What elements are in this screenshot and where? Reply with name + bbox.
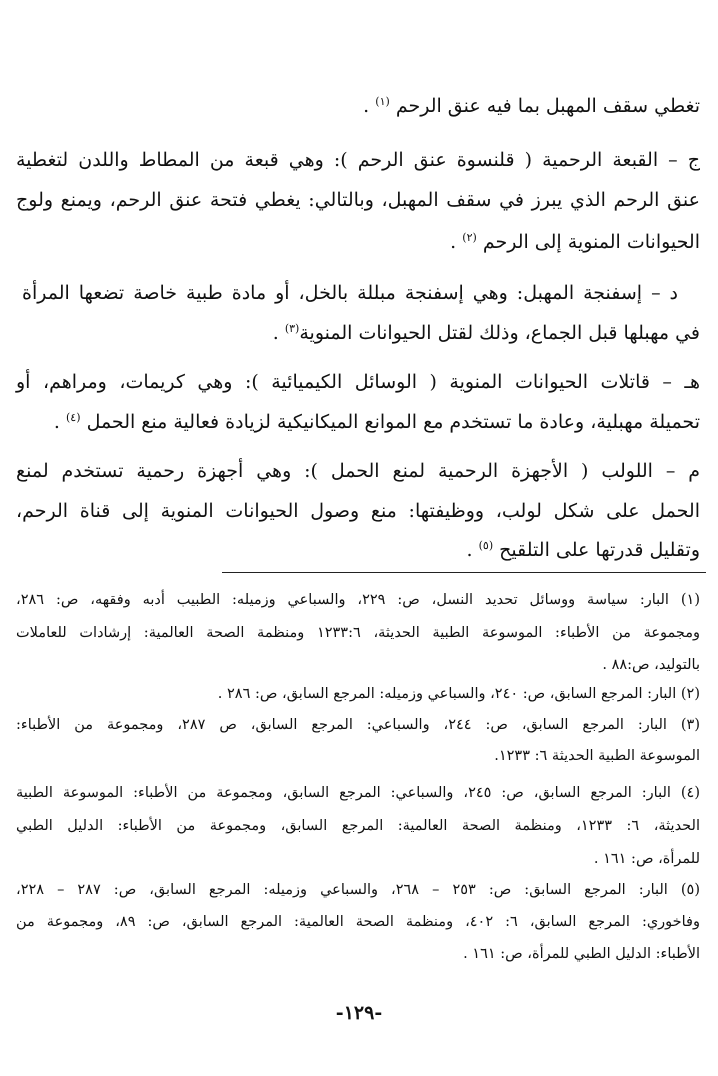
body-line-5: د – إسفنجة المهبل: وهي إسفنجة مبللة بالخل، أو مادة طبية خاصة تضعها المرأة [22, 282, 678, 304]
body-line-10: الحمل على شكل لولب، ووظيفتها: منع وصول الحيوانات المنوية إلى قناة الرحم، [16, 500, 700, 522]
body-line-4: الحيوانات المنوية إلى الرحم $^{(٢)}$ . [450, 231, 700, 253]
footnote-line: الحديثة، ٦: ١٢٣٣، ومنظمة الصحة العالمية: المرجع السابق، ومجموعة من الأطباء: الدليل الطبي [16, 818, 700, 834]
footnote-line: الأطباء: الدليل الطبي للمرأة، ص: ١٦١ . [463, 946, 700, 962]
body-line-9: م – اللولب ( الأجهزة الرحمية لمنع الحمل ): وهي أجهزة رحمية تستخدم لمنع [16, 460, 700, 482]
footnote-line: (٥) البار: المرجع السابق: ص: ٢٥٣ – ٢٦٨، والسباعي وزميله: المرجع السابق، ص: ٢٨٧ – ٢٢٨، [16, 882, 700, 898]
body-line-1: تغطي سقف المهبل بما فيه عنق الرحم $^{(١)}$ . [363, 95, 700, 117]
footnote-line: ومجموعة من الأطباء: الموسوعة الطبية الحديثة، ١٢٣٣:٦ ومنظمة الصحة العالمية: إرشادات للعاملات [16, 625, 701, 641]
footnote-marker: (١) [375, 95, 390, 108]
body-line-8: تحميلة مهبلية، وعادة ما تستخدم مع الموانع الميكانيكية لزيادة فعالية منع الحمل $^{(٤)}$ . [53, 411, 700, 433]
footnote-line: (٣) البار: المرجع السابق، ص: ٢٤٤، والسباعي: المرجع السابق، ص ٢٨٧، ومجموعة من الأطباء: [16, 717, 701, 733]
footnote-line: بالتوليد، ص:٨٨ . [602, 657, 700, 673]
page-number: -١٢٩- [335, 1002, 383, 1024]
body-line-7: هـ – قاتلات الحيوانات المنوية ( الوسائل الكيميائية ): وهي كريمات، ومراهم، أو [16, 371, 700, 393]
body-line-2: ج – القبعة الرحمية ( قلنسوة عنق الرحم ): وهي قبعة من المطاط واللدن لتغطية [16, 149, 700, 171]
footnote-marker: (٣) [284, 322, 300, 335]
footnote-separator [222, 572, 706, 573]
footnote-line: (٢) البار: المرجع السابق، ص: ٢٤٠، والسباعي وزميله: المرجع السابق، ص: ٢٨٦ . [217, 686, 700, 702]
footnote-line: للمرأة، ص: ١٦١ . [593, 851, 700, 867]
footnote-marker: (٢) [462, 231, 477, 244]
footnote-marker: (٥) [478, 539, 494, 552]
footnote-line: (١) البار: سياسة ووسائل تحديد النسل، ص: ٢٢٩، والسباعي وزميله: الطبيب أدبه وفقهه، ص: ٢٨٦، [16, 592, 700, 608]
body-line-11: وتقليل قدرتها على التلقيح $^{(٥)}$ . [466, 539, 700, 561]
body-line-3: عنق الرحم الذي يبرز في سقف المهبل، وبالتالي: يغطي فتحة عنق الرحم، ويمنع ولوج [16, 189, 700, 211]
footnote-line: الموسوعة الطبية الحديثة ٦: ١٢٣٣. [494, 748, 700, 764]
body-line-6: في مهبلها قبل الجماع، وذلك لقتل الحيوانات المنوية$^{(٣)}$ . [272, 322, 700, 344]
footnote-line: وفاخوري: المرجع السابق، ٦: ٤٠٢، ومنظمة الصحة العالمية: المرجع السابق، ص: ٨٩، ومجموعة من [16, 914, 700, 930]
footnote-marker: (٤) [66, 411, 81, 424]
footnote-line: (٤) البار: المرجع السابق، ص: ٢٤٥، والسباعي: المرجع السابق، ومجموعة من الأطباء: الموسوعة الطبية [16, 785, 700, 801]
